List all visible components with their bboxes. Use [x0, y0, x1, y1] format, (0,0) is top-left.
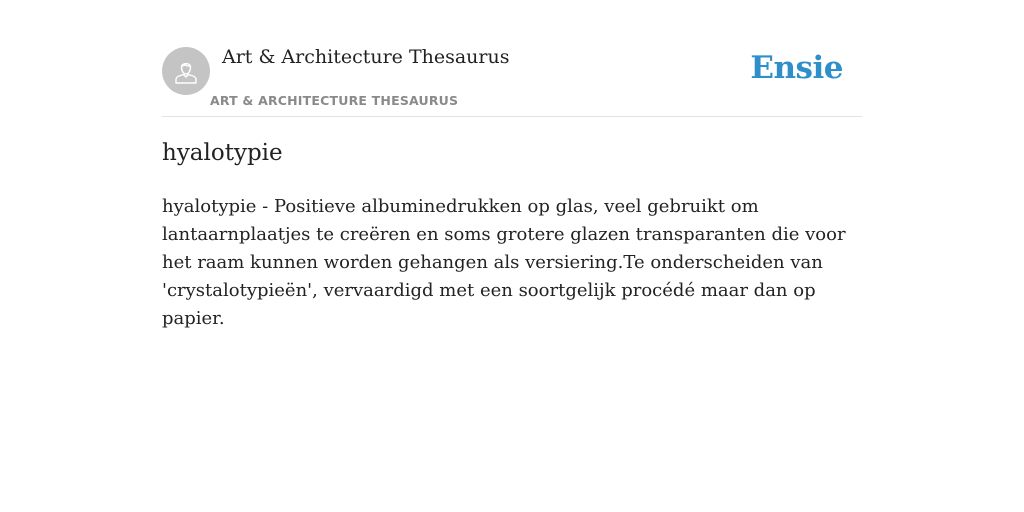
source-title-link[interactable]: Art & Architecture Thesaurus: [222, 46, 510, 68]
term-title: hyalotypie: [162, 140, 283, 166]
page-container: [162, 0, 862, 329]
entry-header: [162, 0, 862, 117]
user-icon: [171, 56, 201, 86]
source-avatar[interactable]: [162, 47, 210, 95]
term-definition: hyalotypie - Positieve albuminedrukken op glas, veel gebruikt om lantaarnplaatjes te creëren en soms grotere glazen transparanten die voor het raam kunnen worden gehangen als versiering.Te onderscheiden van 'crystalotypieën', vervaardigd met een soortgelijk procédé maar dan op papier.: [162, 196, 846, 329]
ensie-logo-link[interactable]: Ensie: [750, 50, 843, 86]
source-subtitle: ART & ARCHITECTURE THESAURUS: [210, 93, 459, 108]
